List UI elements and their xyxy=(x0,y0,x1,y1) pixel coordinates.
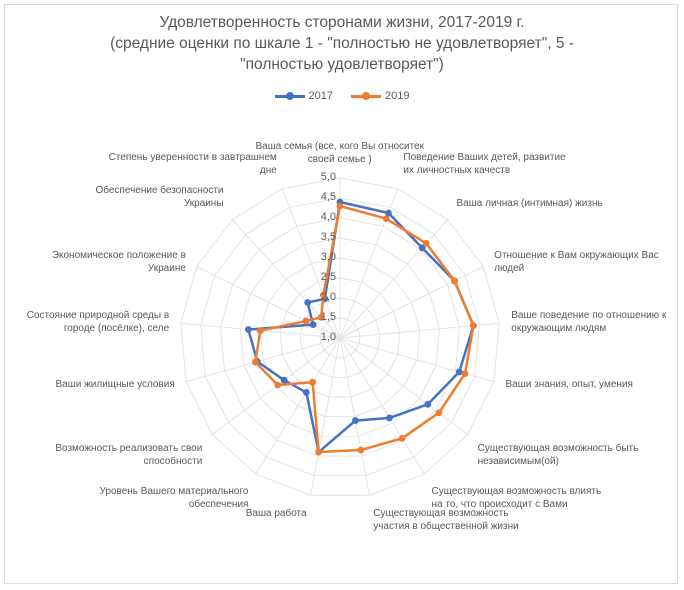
category-label xyxy=(95,184,223,210)
category-label-line: на то, что происходит с Вами xyxy=(431,498,568,510)
category-label xyxy=(256,140,425,166)
data-point-2017-6 xyxy=(456,369,463,376)
category-label-line: Ваша личная (интимная) жизнь xyxy=(456,198,603,210)
category-label-line: Возможность реализовать свои xyxy=(55,443,203,455)
tick-label: 5,0 xyxy=(320,171,336,183)
category-label-line: Обеспечение безопасности xyxy=(95,185,224,197)
data-point-2019-9 xyxy=(358,447,365,454)
category-label-line: Степень уверенности в завтрашнем xyxy=(108,152,277,164)
category-label-line: Украины xyxy=(183,198,224,210)
tick-label: 1,0 xyxy=(320,331,336,343)
chart-title-line-2: (средние оценки по шкале 1 - "полностью не удовлетворяет", 5 - xyxy=(110,35,574,52)
tick-label: 4,0 xyxy=(320,211,336,223)
category-label-line: Уровень Вашего материального xyxy=(99,485,249,497)
category-label xyxy=(494,249,659,275)
data-point-2017-14 xyxy=(245,326,252,333)
category-label xyxy=(511,309,666,335)
data-point-2019-3 xyxy=(423,240,430,247)
tick-label: 3,5 xyxy=(320,231,336,243)
data-point-2017-12 xyxy=(281,377,288,384)
category-label xyxy=(27,309,169,335)
data-point-2019-10 xyxy=(315,449,322,456)
tick-label: 4,5 xyxy=(320,191,336,203)
category-label-line: окружающим людям xyxy=(511,323,607,335)
data-point-2019-4 xyxy=(451,278,458,285)
data-point-2019-15 xyxy=(303,318,310,325)
category-label xyxy=(478,442,639,468)
category-label-line: обеспечения xyxy=(188,498,249,510)
category-label-line: дне xyxy=(259,165,277,177)
category-label-line: Украине xyxy=(147,263,186,275)
category-label xyxy=(403,151,565,177)
category-label-line: Ваша семья (все, кого Вы относитек xyxy=(255,141,425,152)
category-label xyxy=(109,151,277,177)
data-point-2017-9 xyxy=(352,417,359,424)
category-label-line: участия в общественной жизни xyxy=(373,521,519,533)
data-point-2017-11 xyxy=(303,389,310,396)
grid-spoke xyxy=(340,267,483,338)
legend-label-2019: 2019 xyxy=(385,90,410,102)
category-label-line: Поведение Ваших детей, развитие xyxy=(403,152,566,164)
category-label xyxy=(246,507,307,520)
data-point-2019-1 xyxy=(337,203,344,210)
category-label xyxy=(373,507,518,533)
category-label-line: Экономическое положение в xyxy=(51,250,186,262)
category-label xyxy=(506,378,633,391)
category-label-line: Ваши знания, опыт, умения xyxy=(505,379,633,391)
category-label xyxy=(100,485,249,511)
category-label-line: Существующая возможность влиять xyxy=(431,485,602,497)
data-point-2019-12 xyxy=(274,382,281,389)
category-label-line: городе (посёлке), селе xyxy=(63,323,170,335)
category-label-line: людей xyxy=(494,263,525,275)
category-label-line: своей семье ) xyxy=(307,154,372,165)
data-point-2019-6 xyxy=(462,370,469,377)
tick-label: 2,5 xyxy=(320,271,336,283)
category-label-line: их личностных качеств xyxy=(403,165,511,177)
data-point-2019-13 xyxy=(252,359,259,366)
category-label-line: способности xyxy=(143,456,203,468)
data-point-2019-11 xyxy=(309,379,316,386)
category-label-line: Ваша работа xyxy=(245,508,307,520)
data-point-2019-5 xyxy=(470,322,477,329)
category-label-line: Ваши жилищные условия xyxy=(55,379,175,391)
data-point-2019-8 xyxy=(399,435,406,442)
category-label-line: Отношение к Вам окружающих Вас xyxy=(494,250,659,262)
category-label xyxy=(52,249,186,275)
tick-label: 3,0 xyxy=(320,251,336,263)
category-label-line: независимым(ой) xyxy=(477,456,559,468)
tick-label: 1,5 xyxy=(320,311,336,323)
data-point-2017-8 xyxy=(386,415,393,422)
category-label-line: Ваше поведение по отношению к xyxy=(511,310,667,322)
category-label xyxy=(55,442,202,468)
data-point-2019-14 xyxy=(257,327,264,334)
grid-spoke xyxy=(340,220,448,338)
legend-label-2017: 2017 xyxy=(308,90,333,102)
category-label-line: Существующая возможность быть xyxy=(477,443,639,455)
category-label xyxy=(457,197,603,210)
data-point-2019-2 xyxy=(383,215,390,222)
chart-title-line-1: Удовлетворенность сторонами жизни, 2017-2019 г. xyxy=(159,14,525,31)
data-point-2019-7 xyxy=(436,409,443,416)
tick-label: 2,0 xyxy=(320,291,336,303)
category-label-line: Состояние природной среды в xyxy=(26,310,170,322)
category-label-line: Существующая возможность xyxy=(373,508,509,520)
data-point-2017-7 xyxy=(424,401,431,408)
category-label xyxy=(55,378,174,391)
chart-title-line-3: "полностью удовлетворяет") xyxy=(240,56,444,73)
